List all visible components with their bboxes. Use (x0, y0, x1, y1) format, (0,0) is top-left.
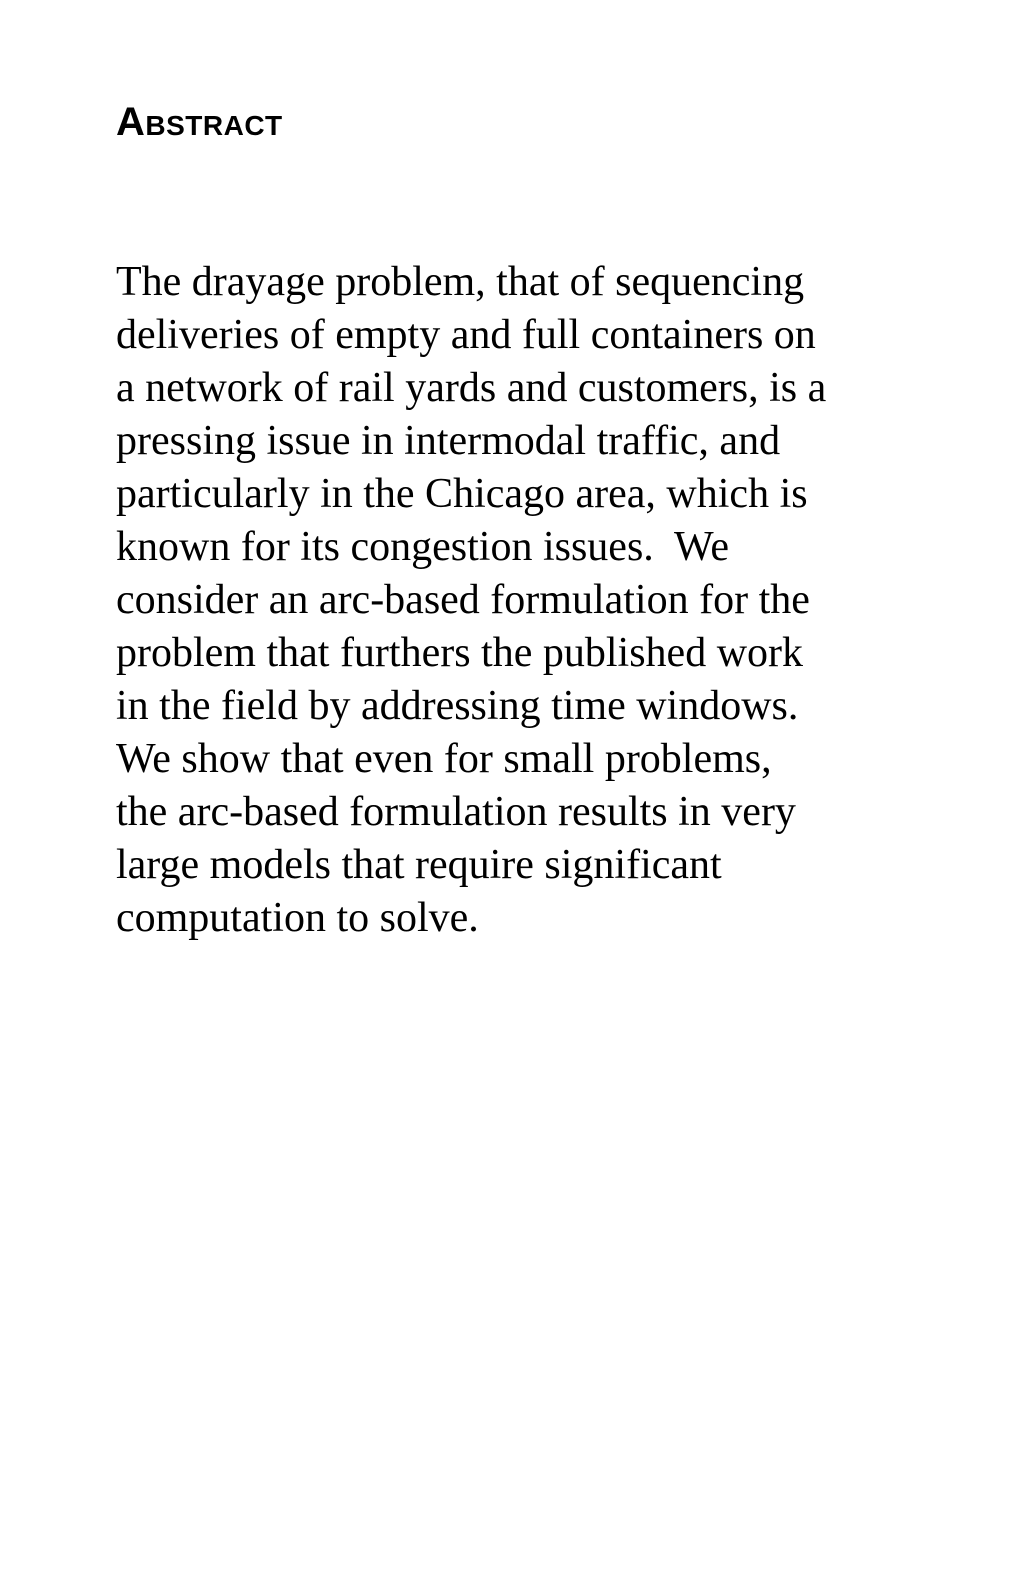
abstract-body (116, 256, 936, 945)
abstract-line: the arc-based formulation results in very (116, 789, 796, 835)
abstract-line: consider an arc-based formulation for the (116, 577, 810, 623)
abstract-line: particularly in the Chicago area, which is (116, 471, 808, 517)
abstract-line: computation to solve. (116, 895, 479, 941)
abstract-line: known for its congestion issues. We (116, 524, 729, 570)
abstract-line: We show that even for small problems, (116, 736, 772, 782)
abstract-line: deliveries of empty and full containers on (116, 312, 816, 358)
abstract-line: large models that require significant (116, 842, 722, 888)
abstract-line: problem that furthers the published work (116, 630, 804, 676)
abstract-heading: Abstract (116, 100, 283, 144)
abstract-line: pressing issue in intermodal traffic, and (116, 418, 781, 464)
abstract-line: a network of rail yards and customers, is a (116, 365, 827, 411)
abstract-line: in the field by addressing time windows. (116, 683, 799, 729)
abstract-line: The drayage problem, that of sequencing (116, 259, 805, 305)
